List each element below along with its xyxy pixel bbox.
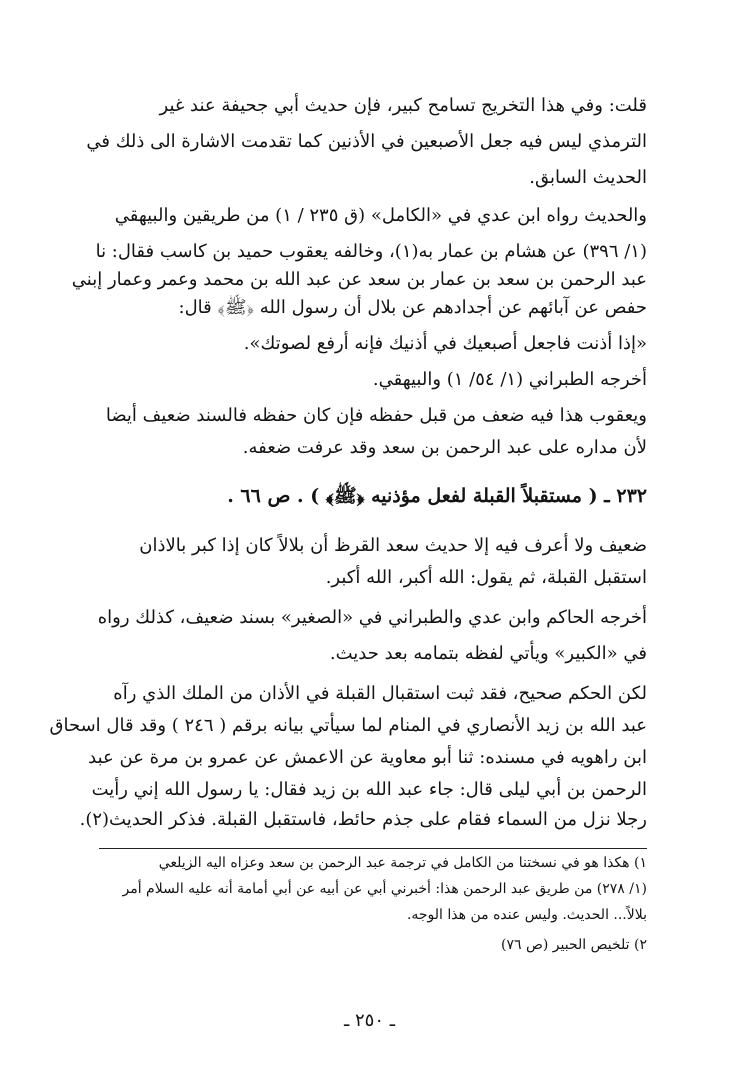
hadith-heading: ٢٣٢ ـ ( مستقبلاً القبلة لفعل مؤذنيه ﴿ﷺ﴾ ) . ص ٦٦ . <box>227 485 647 507</box>
text-line: عبد الله بن زيد الأنصاري في المنام لما سيأتي بيانه برقم ( ٢٤٦ ) وقد قال اسحاق <box>49 715 647 736</box>
text-line: الحديث السابق. <box>529 167 647 188</box>
footnote-line: ١) هكذا هو في نسختنا من الكامل في ترجمة عبد الرحمن بن سعد وعزاه اليه الزيلعي <box>158 855 647 871</box>
text-line: «إذا أذنت فاجعل أصبعيك في أذنيك فإنه أرفع لصوتك». <box>243 333 647 354</box>
footnote-line: (١/ ٢٧٨) من طريق عبد الرحمن هذا: أخبرني أبي عن أبيه عن أبي أمامة أنه عليه السلام أمر <box>122 881 647 897</box>
text-line: استقبل القبلة، ثم يقول: الله أكبر، الله أكبر. <box>325 567 647 588</box>
text-line: ابن راهويه في مسنده: ثنا أبو معاوية عن الاعمش عن عمرو بن مرة عن عبد <box>88 747 647 768</box>
text-line: الترمذي ليس فيه جعل الأصبعين في الأذنين كما تقدمت الاشارة الى ذلك في <box>86 131 647 152</box>
footnote-line: بلالاً... الحديث. وليس عنده من هذا الوجه. <box>406 907 647 923</box>
text-line: أخرجه الحاكم وابن عدي والطبراني في «الصغير» بسند ضعيف، كذلك رواه <box>97 607 647 628</box>
text-line: والحديث رواه ابن عدي في «الكامل» (ق ٢٣٥ / ١) من طريقين والبيهقي <box>114 205 647 226</box>
text-line: قلت: وفي هذا التخريج تسامح كبير، فإن حديث أبي جحيفة عند غير <box>159 95 647 116</box>
page-number: ـ ٢٥٠ ـ <box>343 1010 395 1031</box>
text-line: أخرجه الطبراني (١/ ٥٤/ ١) والبيهقي. <box>372 369 647 390</box>
footnote-line: ٢) تلخيص الحبير (ص ٧٦) <box>500 937 647 953</box>
text-line: رجلا نزل من السماء فقام على جذم حائط، فاستقبل القبلة. فذكر الحديث(٢). <box>79 809 647 830</box>
text-line: عبد الرحمن بن سعد بن عمار بن سعد عن عبد الله بن محمد وعمر وعمار إبني <box>71 269 647 290</box>
text-line: ويعقوب هذا فيه ضعف من قبل حفظه فإن كان حفظه فالسند ضعيف أيضا <box>105 405 647 426</box>
text-line: الرحمن بن أبي ليلى قال: جاء عبد الله بن زيد فقال: يا رسول الله إني رأيت <box>91 779 647 800</box>
footnote-divider <box>99 848 647 849</box>
text-line: حفص عن آبائهم عن أجدادهم عن بلال أن رسول الله ﴿ﷺ﴾ قال: <box>178 297 647 318</box>
text-line: ضعيف ولا أعرف فيه إلا حديث سعد القرظ أن بلالاً كان إذا كبر بالاذان <box>139 535 647 556</box>
text-line: في «الكبير» ويأتي لفظه بتمامه بعد حديث. <box>329 643 647 664</box>
text-line: لأن مداره على عبد الرحمن بن سعد وقد عرفت ضعفه. <box>242 437 647 458</box>
text-line: (١/ ٣٩٦) عن هشام بن عمار به(١)، وخالفه يعقوب حميد بن كاسب فقال: نا <box>95 241 647 262</box>
text-line: لكن الحكم صحيح، فقد ثبت استقبال القبلة في الأذان من الملك الذي رآه <box>113 683 647 704</box>
